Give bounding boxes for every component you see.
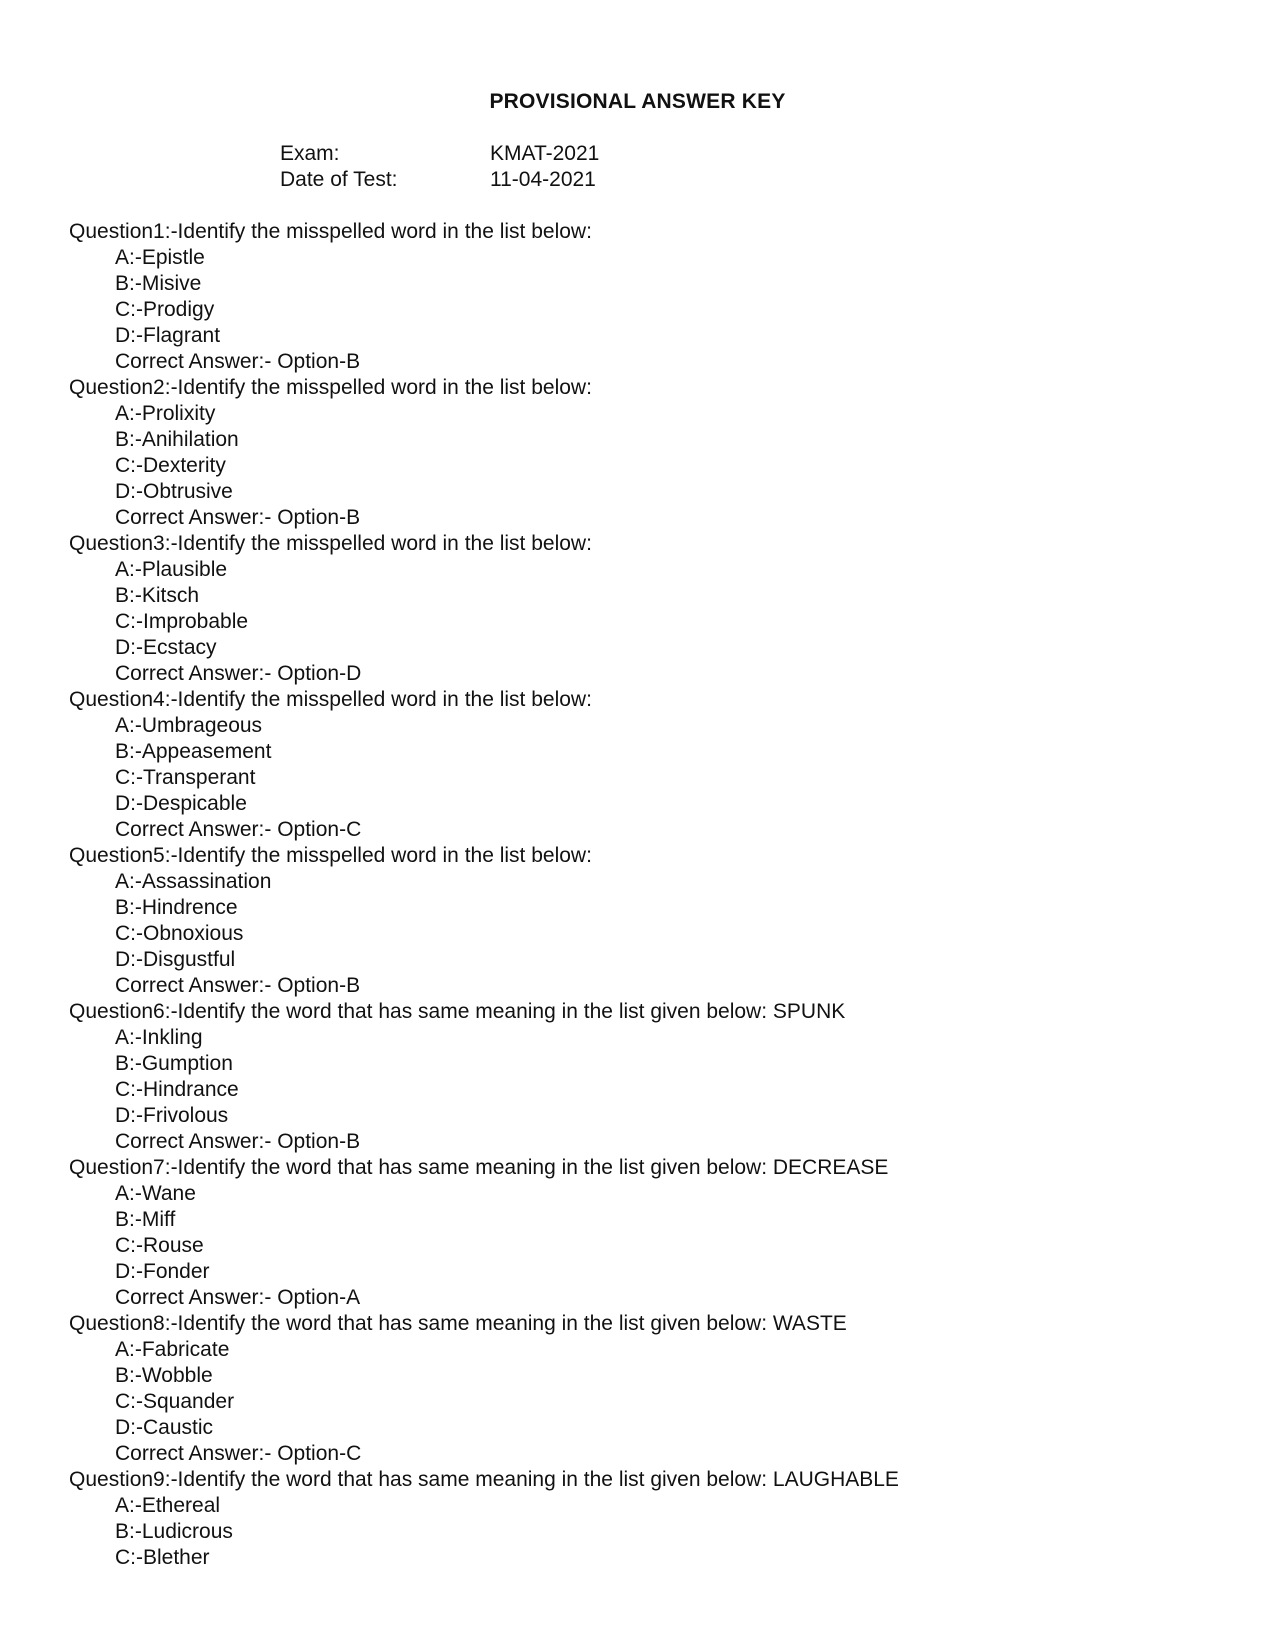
question-block	[69, 1467, 899, 1571]
answer-option: C:-Rouse	[115, 1234, 204, 1257]
question-block	[69, 1155, 899, 1311]
answer-option: A:-Umbrageous	[115, 714, 263, 737]
answer-option: B:-Anihilation	[115, 428, 239, 451]
correct-answer: Correct Answer:- Option-C	[115, 818, 362, 841]
correct-answer: Correct Answer:- Option-B	[115, 974, 361, 997]
question-list	[69, 219, 899, 1571]
question-block	[69, 999, 899, 1155]
correct-answer: Correct Answer:- Option-B	[115, 350, 361, 373]
question-text: Question8:-Identify the word that has same meaning in the list given below: WASTE	[69, 1312, 847, 1335]
answer-option: B:-Hindrence	[115, 896, 238, 919]
answer-option: B:-Miff	[115, 1208, 176, 1231]
answer-option: A:-Fabricate	[115, 1338, 230, 1361]
correct-answer: Correct Answer:- Option-D	[115, 662, 362, 685]
question-block	[69, 843, 899, 999]
answer-option: B:-Ludicrous	[115, 1520, 233, 1543]
correct-answer: Correct Answer:- Option-C	[115, 1442, 362, 1465]
exam-value: KMAT-2021	[490, 142, 600, 165]
answer-option: D:-Obtrusive	[115, 480, 233, 503]
answer-option: A:-Ethereal	[115, 1494, 221, 1517]
answer-option: D:-Fonder	[115, 1260, 210, 1283]
exam-meta	[280, 141, 599, 193]
date-label: Date of Test:	[280, 168, 398, 191]
correct-answer: Correct Answer:- Option-B	[115, 1130, 361, 1153]
question-block	[69, 375, 899, 531]
question-block	[69, 1311, 899, 1467]
answer-option: A:-Wane	[115, 1182, 196, 1205]
answer-option: B:-Gumption	[115, 1052, 233, 1075]
date-row	[280, 167, 599, 193]
question-text: Question1:-Identify the misspelled word in the list below:	[69, 220, 592, 243]
question-text: Question9:-Identify the word that has same meaning in the list given below: LAUGHABLE	[69, 1468, 899, 1491]
answer-option: C:-Improbable	[115, 610, 249, 633]
answer-option: D:-Despicable	[115, 792, 247, 815]
answer-option: C:-Blether	[115, 1546, 210, 1569]
question-text: Question5:-Identify the misspelled word in the list below:	[69, 844, 592, 867]
answer-option: B:-Appeasement	[115, 740, 272, 763]
question-text: Question6:-Identify the word that has same meaning in the list given below: SPUNK	[69, 1000, 846, 1023]
answer-option: B:-Kitsch	[115, 584, 200, 607]
answer-option: D:-Caustic	[115, 1416, 214, 1439]
answer-option: A:-Assassination	[115, 870, 272, 893]
question-block	[69, 687, 899, 843]
answer-option: C:-Hindrance	[115, 1078, 239, 1101]
question-block	[69, 531, 899, 687]
question-text: Question7:-Identify the word that has same meaning in the list given below: DECREASE	[69, 1156, 889, 1179]
date-value: 11-04-2021	[490, 168, 596, 191]
answer-option: D:-Disgustful	[115, 948, 236, 971]
answer-option: D:-Flagrant	[115, 324, 221, 347]
answer-option: C:-Dexterity	[115, 454, 226, 477]
answer-option: D:-Frivolous	[115, 1104, 229, 1127]
answer-option: A:-Epistle	[115, 246, 205, 269]
answer-option: C:-Squander	[115, 1390, 235, 1413]
question-block	[69, 219, 899, 375]
answer-option: C:-Transperant	[115, 766, 256, 789]
exam-row	[280, 141, 599, 167]
answer-option: A:-Inkling	[115, 1026, 203, 1049]
answer-option: B:-Wobble	[115, 1364, 213, 1387]
question-text: Question3:-Identify the misspelled word in the list below:	[69, 532, 592, 555]
answer-option: B:-Misive	[115, 272, 202, 295]
answer-option: C:-Prodigy	[115, 298, 215, 321]
page-title: PROVISIONAL ANSWER KEY	[489, 90, 786, 113]
answer-option: A:-Plausible	[115, 558, 228, 581]
answer-option: A:-Prolixity	[115, 402, 216, 425]
answer-option: D:-Ecstacy	[115, 636, 217, 659]
correct-answer: Correct Answer:- Option-B	[115, 506, 361, 529]
question-text: Question4:-Identify the misspelled word in the list below:	[69, 688, 592, 711]
exam-label: Exam:	[280, 142, 340, 165]
question-text: Question2:-Identify the misspelled word in the list below:	[69, 376, 592, 399]
correct-answer: Correct Answer:- Option-A	[115, 1286, 361, 1309]
answer-option: C:-Obnoxious	[115, 922, 244, 945]
